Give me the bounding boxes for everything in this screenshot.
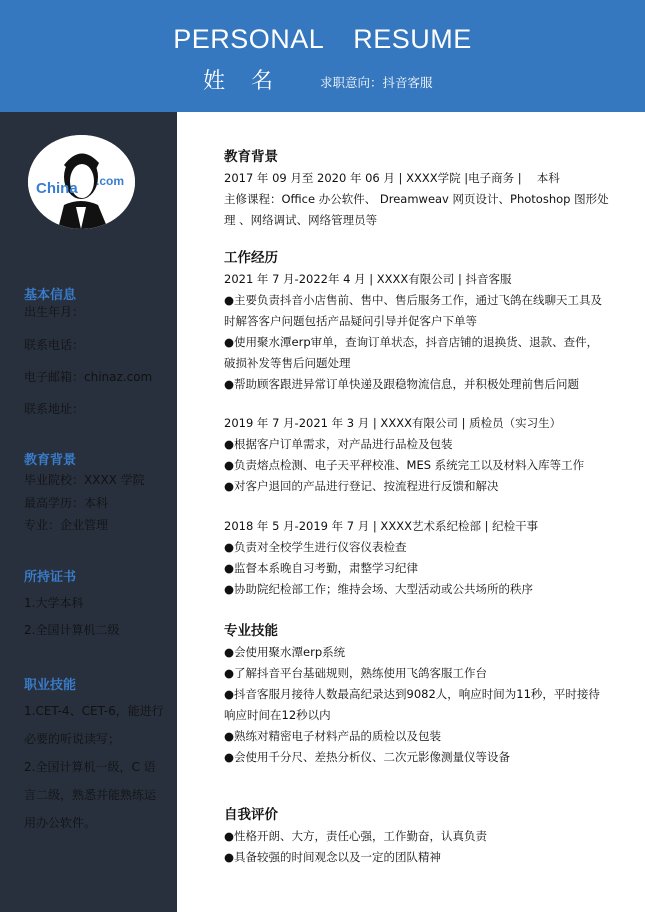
education-heading: 教育背景: [224, 149, 278, 165]
courses-line: 主修课程：Office 办公软件、 Dreamweav 网页设计、Photoshop 图形处理 、网络调试、网络管理员等: [224, 192, 609, 227]
job-bullet: ●根据客户订单需求，对产品进行品检及包装: [224, 437, 453, 451]
skill-bullet: ●会使用千分尺、差热分析仪、二次元影像测量仪等设备: [224, 750, 511, 764]
skill-bullet: ●会使用聚水潭erp系统: [224, 645, 346, 659]
job-block: [224, 413, 609, 497]
sidebar-cert-2: 2.全国计算机二级: [24, 623, 120, 637]
sidebar-address: 联系地址：: [24, 402, 85, 416]
job-bullet: ●监督本系晚自习考勤，肃整学习纪律: [224, 561, 419, 575]
job-bullet: ●协助院纪检部工作；维持会场、大型活动或公共场所的秩序: [224, 582, 534, 596]
job-bullet: ●帮助顾客跟进异常订单快递及跟稳物流信息，并积极处理前售后问题: [224, 377, 580, 391]
sidebar-school: 毕业院校：XXXX 学院: [24, 473, 145, 487]
job-bullet: ●对客户退回的产品进行登记、按流程进行反馈和解决: [224, 479, 499, 493]
sidebar-skill-line: 2.全国计算机一级，C 语: [24, 760, 156, 774]
self-eval-heading: 自我评价: [224, 807, 278, 823]
sidebar-education-heading: 教育背景: [24, 453, 77, 468]
resume-title: PERSONAL RESUME: [173, 24, 472, 54]
work-section: [224, 247, 609, 395]
sidebar-skills-text: [24, 697, 164, 837]
avatar: [28, 135, 135, 229]
self-eval-bullet: ●性格开朗、大方，责任心强，工作勤奋，认真负责: [224, 829, 488, 843]
sidebar-certs-heading: 所持证书: [24, 570, 77, 585]
skills-section: [224, 620, 609, 768]
sidebar-basic-heading: 基本信息: [24, 288, 77, 303]
sidebar-birth: 出生年月：: [24, 305, 85, 319]
job-title: 2019 年 7 月-2021 年 3 月 | XXXX有限公司 | 质检员（实习生）: [224, 416, 562, 430]
job-bullet: ●使用聚水潭erp审单，查询订单状态，抖音店铺的退换货、退款、查件，破损补发等售后问题处理: [224, 335, 599, 370]
sidebar-skill-line: 1.CET-4、CET-6，能进行: [24, 704, 164, 718]
sidebar-skills-heading: 职业技能: [24, 678, 77, 693]
job-intent: 求职意向：抖音客服: [320, 75, 433, 90]
svg-text:.com: .com: [96, 174, 125, 188]
job-title: 2021 年 7 月-2022年 4 月 | XXXX有限公司 | 抖音客服: [224, 272, 512, 286]
skill-bullet: ●抖音客服月接待人数最高纪录达到9082人，响应时间为11秒，平时接待响应时间在12秒以内: [224, 687, 600, 722]
name: 姓名: [203, 69, 300, 94]
skill-bullet: ●了解抖音平台基础规则，熟练使用飞鸽客服工作台: [224, 666, 488, 680]
sidebar-skill-line: 言二级，熟悉并能熟练运: [24, 788, 157, 802]
self-eval-section: [224, 804, 609, 868]
header: [0, 0, 645, 112]
sidebar-skill-line: 用办公软件。: [24, 816, 97, 830]
job-block: [224, 516, 609, 600]
sidebar-email: 电子邮箱：chinaz.com: [24, 370, 153, 384]
job-bullet: ●负责对全校学生进行仪容仪表检查: [224, 540, 407, 554]
sidebar-skill-line: 必要的听说读写；: [24, 732, 121, 746]
job-bullet: ●负责熔点检测、电子天平秤校准、MES 系统完工以及材料入库等工作: [224, 458, 585, 472]
self-eval-bullet: ●具备较强的时间观念以及一定的团队精神: [224, 850, 442, 864]
sidebar-degree: 最高学历：本科: [24, 495, 109, 510]
sidebar-major: 专业：企业管理: [24, 518, 109, 532]
svg-text:China: China: [36, 180, 78, 197]
skill-bullet: ●熟练对精密电子材料产品的质检以及包装: [224, 729, 442, 743]
skills-heading: 专业技能: [224, 623, 278, 639]
sidebar-education-list: [24, 469, 145, 537]
job-title: 2018 年 5 月-2019 年 7 月 | XXXX艺术系纪检部 | 纪检干事: [224, 519, 539, 533]
sidebar-cert-1: 1.大学本科: [24, 596, 84, 610]
education-line: 2017 年 09 月至 2020 年 06 月 | XXXX学院 |电子商务 | 本科: [224, 171, 560, 185]
work-heading: 工作经历: [224, 250, 278, 266]
education-section: [224, 146, 609, 231]
sidebar-phone: 联系电话：: [24, 338, 85, 352]
avatar-portrait-icon: [28, 135, 135, 229]
job-bullet: ●主要负责抖音小店售前、售中、售后服务工作，通过飞鸽在线聊天工具及时解答客户问题包括产品疑问引导并促客户下单等: [224, 293, 603, 328]
